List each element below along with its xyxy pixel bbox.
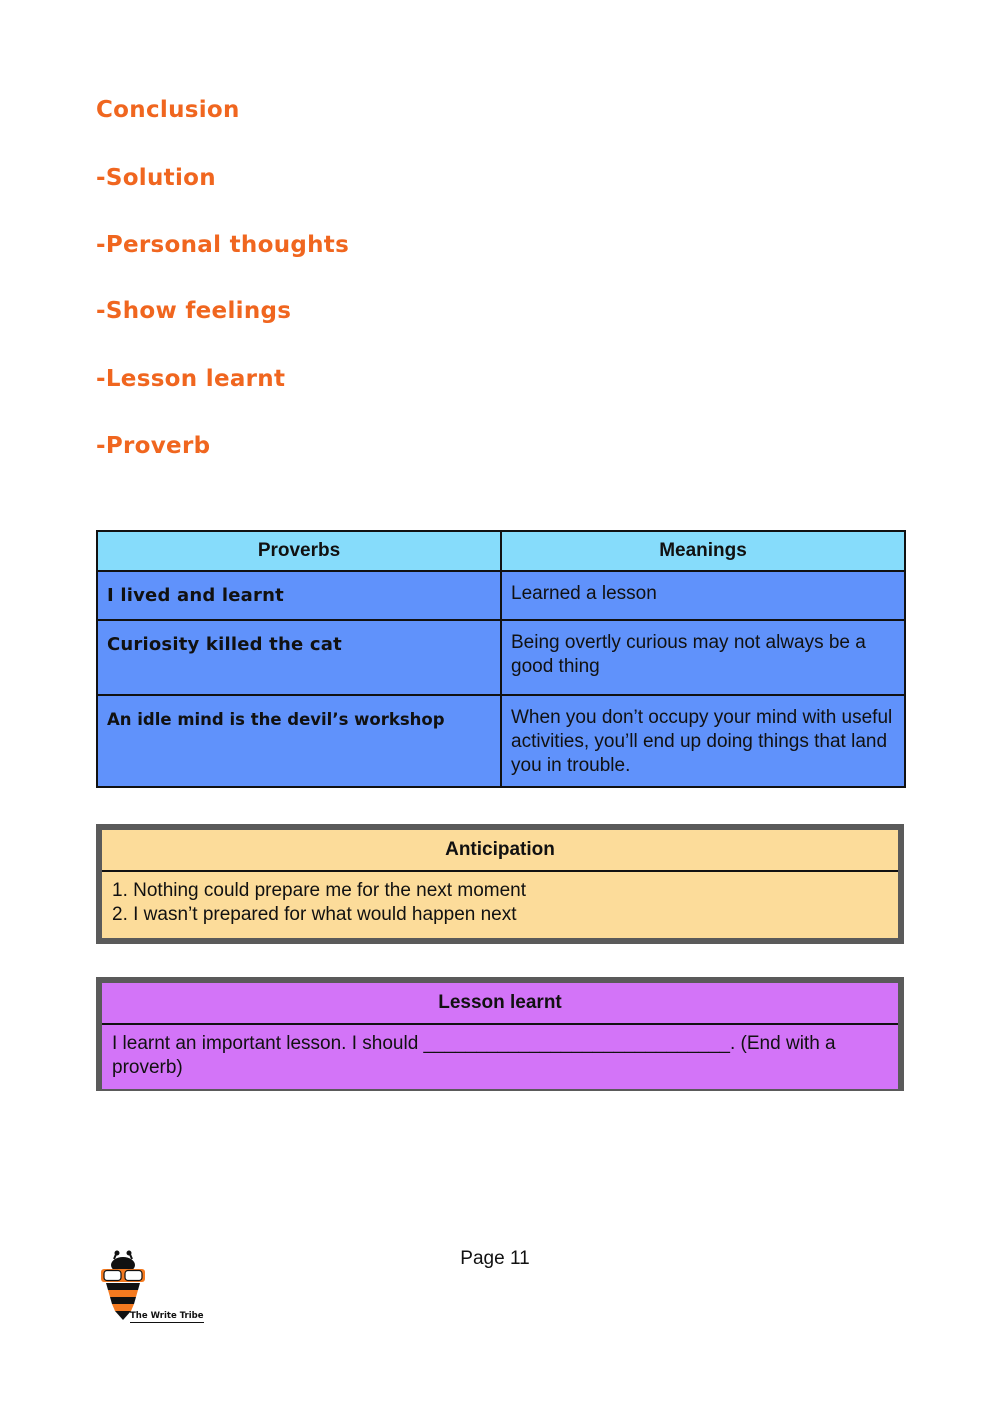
column-header-proverbs: Proverbs	[97, 531, 501, 571]
anticipation-line: 2. I wasn’t prepared for what would happen next	[112, 904, 517, 925]
proverb-cell: An idle mind is the devil’s workshop	[97, 695, 501, 787]
table-row	[97, 571, 905, 620]
anticipation-title: Anticipation	[102, 830, 898, 872]
meaning-cell: When you don’t occupy your mind with useful activities, you’ll end up doing things that land you in trouble.	[501, 695, 905, 787]
table-row	[97, 695, 905, 787]
meaning-cell: Being overtly curious may not always be a good thing	[501, 620, 905, 695]
lesson-learnt-box	[96, 977, 904, 1091]
anticipation-line: 1. Nothing could prepare me for the next moment	[112, 880, 527, 901]
proverbs-table	[96, 530, 906, 788]
heading-proverb: -Proverb	[96, 433, 211, 459]
column-header-meanings: Meanings	[501, 531, 905, 571]
heading-lesson-learnt: -Lesson learnt	[96, 366, 286, 392]
table-header-row	[97, 531, 905, 571]
page-number: Page 11	[460, 1248, 530, 1269]
lesson-learnt-text: I learnt an important lesson. I should _____________________________. (End with a proverb)	[112, 1033, 836, 1078]
heading-conclusion: Conclusion	[96, 97, 240, 123]
proverb-cell: I lived and learnt	[97, 571, 501, 620]
brand-name: The Write Tribe	[130, 1311, 204, 1321]
meaning-cell: Learned a lesson	[501, 571, 905, 620]
table-row	[97, 620, 905, 695]
heading-show-feelings: -Show feelings	[96, 298, 292, 324]
heading-personal-thoughts: -Personal thoughts	[96, 232, 350, 258]
lesson-learnt-title: Lesson learnt	[102, 983, 898, 1025]
anticipation-body	[102, 872, 898, 935]
heading-solution: -Solution	[96, 165, 216, 191]
proverb-cell: Curiosity killed the cat	[97, 620, 501, 695]
anticipation-box	[96, 824, 904, 944]
